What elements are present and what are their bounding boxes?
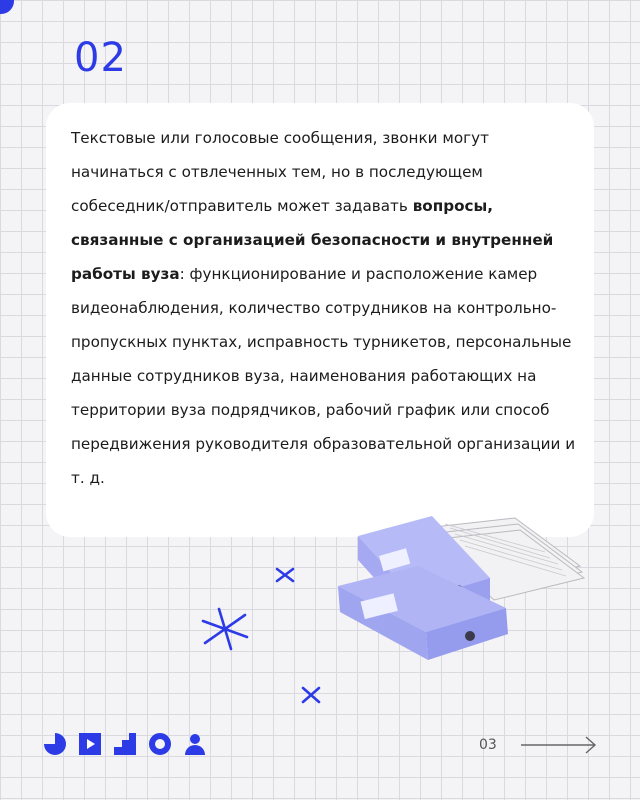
footer-icon-row xyxy=(44,733,206,755)
ring-icon xyxy=(149,733,171,755)
next-arrow-icon[interactable] xyxy=(520,734,598,756)
footer-page-number: 03 xyxy=(479,737,497,753)
corner-dot-icon xyxy=(0,0,14,14)
binders-with-papers-icon xyxy=(330,508,590,673)
small-cross-icon xyxy=(274,565,296,585)
play-icon xyxy=(79,733,101,755)
page-number-top xyxy=(74,35,127,81)
card-paragraph xyxy=(71,121,586,495)
stairs-icon xyxy=(114,733,136,755)
page-number-text: 02 xyxy=(74,35,127,81)
card-text-rest: : функционирование и расположение камер видеонаблюдения, количество сотрудников на контрольно-пропускных пунктах, исправность турникетов, персональные данные сотрудников вуза, наименования работающих на территории вуза подрядчиков, рабочий график или способ передвижения руководителя образовательной организации и т. д. xyxy=(71,265,576,487)
small-cross-icon-bottom xyxy=(300,684,322,706)
card-text-intro: Текстовые или голосовые сообщения, звонки могут начинаться с отвлеченных тем, но в последующем собеседник/отправитель может задавать xyxy=(71,129,489,215)
pie-icon xyxy=(44,733,66,755)
star-cross-icon xyxy=(199,605,251,653)
info-card xyxy=(46,103,594,537)
card-text-bold: вопросы, связанные с организацией безопасности и внутренней работы вуза xyxy=(71,197,554,283)
person-icon xyxy=(184,733,206,755)
